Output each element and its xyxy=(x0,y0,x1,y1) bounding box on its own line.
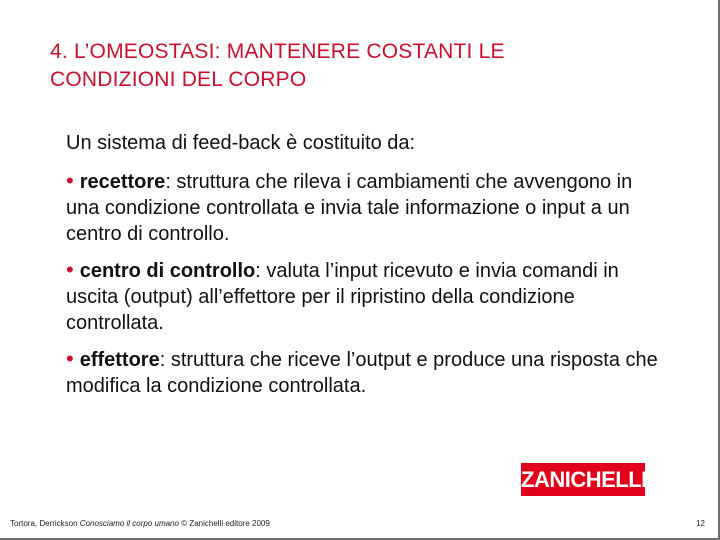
zanichelli-logo: ZANICHELLI xyxy=(521,463,645,496)
bullet-item-centro-di-controllo xyxy=(66,257,666,336)
bullet-text: : struttura che riceve l’output e produce una risposta che modifica la condizione controllata. xyxy=(66,349,658,397)
bullet-term: effettore xyxy=(79,349,160,371)
footer-publisher: © Zanichelli editore 2009 xyxy=(178,519,270,528)
bullet-icon: • xyxy=(66,168,74,193)
slide-title xyxy=(50,38,670,94)
footer-authors: Tortora, Derrickson xyxy=(10,519,80,528)
slide-body xyxy=(66,130,666,409)
bullet-item-effettore xyxy=(66,346,666,399)
slide-title-line-1: 4. L’OMEOSTASI: MANTENERE COSTANTI LE xyxy=(50,40,505,63)
bullet-term: centro di controllo xyxy=(79,260,256,282)
bullet-icon: • xyxy=(66,346,74,371)
bullet-item-recettore xyxy=(66,168,666,247)
bullet-text: : valuta l’input ricevuto e invia comandi in uscita (output) all’effettore per il ripristino della condizione controllata. xyxy=(66,260,619,334)
footer-credit xyxy=(10,519,270,528)
bullet-text: : struttura che rileva i cambiamenti che avvengono in una condizione controllata e invia tale informazione o input a un centro di controllo. xyxy=(66,171,633,245)
bullet-icon: • xyxy=(66,257,74,282)
bullet-term: recettore xyxy=(79,171,166,193)
slide-title-line-2: CONDIZIONI DEL CORPO xyxy=(50,68,307,91)
page-number: 12 xyxy=(696,519,705,528)
footer-book-title: Conosciamo il corpo umano xyxy=(79,519,179,528)
intro-text: Un sistema di feed-back è costituito da: xyxy=(66,132,416,154)
